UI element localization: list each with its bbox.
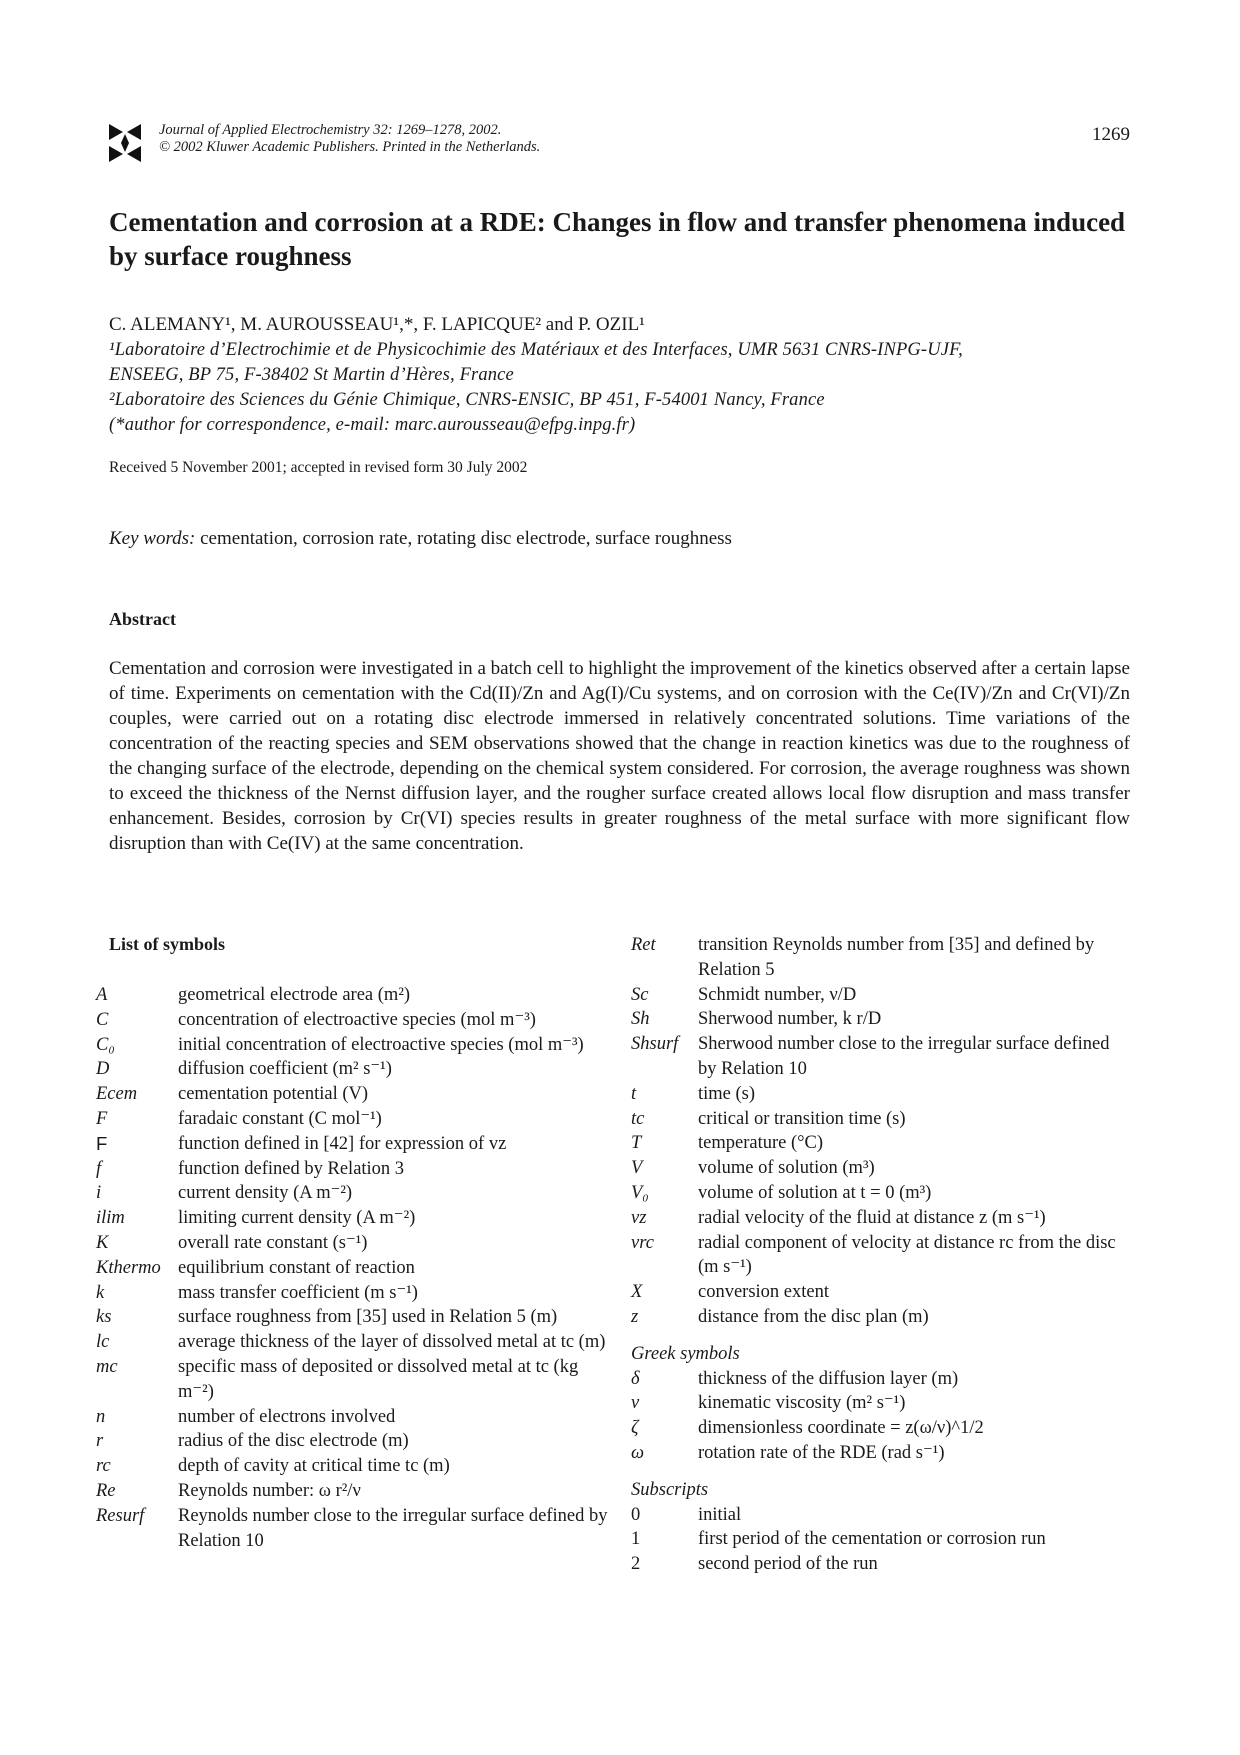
symbol-definition: equilibrium constant of reaction [178, 1257, 415, 1278]
symbol-row [96, 1479, 616, 1504]
symbol-definition: initial concentration of electroactive species (mol m⁻³) [178, 1034, 584, 1055]
symbol-definition: Schmidt number, ν/D [698, 984, 857, 1005]
symbol-row [96, 1231, 616, 1256]
symbol-row [96, 1132, 616, 1157]
symbol-definition: Reynolds number close to the irregular surface defined by Relation 10 [178, 1505, 608, 1551]
symbol-row [96, 1157, 616, 1182]
affiliation-line: ENSEEG, BP 75, F-38402 St Martin d’Hères, France [109, 365, 514, 385]
symbol-definition: Reynolds number: ω r²/ν [178, 1480, 361, 1501]
symbol-row [96, 1454, 616, 1479]
symbol-row [96, 1405, 616, 1430]
symbol-row [96, 1330, 616, 1355]
symbol: Ret [631, 935, 656, 955]
journal-line-1: Journal of Applied Electrochemistry 32: 1269–1278, 2002. [159, 122, 502, 138]
symbol: n [96, 1406, 106, 1427]
symbol: 2 [631, 1554, 641, 1575]
symbol-definition: mass transfer coefficient (m s⁻¹) [178, 1282, 418, 1303]
affiliation-line: ¹Laboratoire d’Electrochimie et de Physicochimie des Matériaux et des Interfaces, UMR 5631 CNRS-INPG-UJF, [109, 340, 963, 360]
symbol-definition: kinematic viscosity (m² s⁻¹) [698, 1393, 906, 1414]
publisher-logo-icon [107, 122, 143, 164]
symbol-row [631, 1367, 1131, 1392]
symbol-row [96, 1355, 616, 1405]
symbol-definition: thickness of the diffusion layer (m) [698, 1368, 959, 1389]
symbol-definition: number of electrons involved [178, 1406, 396, 1427]
symbol-row [96, 1033, 616, 1058]
keywords [109, 528, 732, 550]
affiliations [109, 338, 1139, 438]
symbol-row [96, 1281, 616, 1306]
symbol: lc [96, 1332, 110, 1353]
symbol-row [631, 1156, 1131, 1181]
symbol-definition: diffusion coefficient (m² s⁻¹) [178, 1059, 392, 1080]
symbol: Ecem [96, 1084, 138, 1105]
symbol-row [631, 1181, 1131, 1206]
symbol-definition: cementation potential (V) [178, 1084, 369, 1105]
received-dates: Received 5 November 2001; accepted in revised form 30 July 2002 [109, 459, 528, 476]
symbols-heading: List of symbols [109, 934, 226, 954]
symbol-definition: conversion extent [698, 1282, 829, 1303]
symbol-row [96, 1305, 616, 1330]
symbol-definition: function defined by Relation 3 [178, 1158, 405, 1179]
symbol-definition: function defined in [42] for expression of vz [178, 1133, 507, 1154]
symbol: ks [96, 1307, 112, 1328]
symbol-row [96, 983, 616, 1008]
symbol: 1 [631, 1529, 641, 1550]
symbol-row [631, 1107, 1131, 1132]
symbol: V₀ [631, 1182, 649, 1203]
symbol: ω [631, 1442, 645, 1463]
symbol-row [631, 983, 1131, 1008]
symbols-list-right [631, 933, 1131, 1577]
symbol-definition: volume of solution (m³) [698, 1158, 875, 1179]
paper-title: Cementation and corrosion at a RDE: Changes in flow and transfer phenomena induced by surface roughness [109, 207, 1126, 271]
symbol-row [96, 1107, 616, 1132]
symbol-definition: volume of solution at t = 0 (m³) [698, 1182, 932, 1203]
symbol: Shsurf [631, 1034, 679, 1055]
symbol-definition: limiting current density (A m⁻²) [178, 1208, 416, 1229]
symbol: r [96, 1431, 104, 1452]
symbol: ν [631, 1393, 640, 1414]
symbol-definition: radial velocity of the fluid at distance z (m s⁻¹) [698, 1207, 1046, 1228]
symbol-definition: Sherwood number close to the irregular surface defined by Relation 10 [698, 1034, 1110, 1079]
symbol-row [631, 1441, 1131, 1466]
symbol: D [96, 1059, 110, 1080]
symbol-definition: overall rate constant (s⁻¹) [178, 1232, 368, 1253]
symbol: X [631, 1282, 643, 1303]
symbol: Resurf [96, 1505, 145, 1526]
symbol-row [96, 1082, 616, 1107]
symbol: i [96, 1183, 102, 1204]
symbol: δ [631, 1368, 640, 1389]
keywords-text: cementation, corrosion rate, rotating disc electrode, surface roughness [200, 528, 732, 549]
symbol-row [631, 1552, 1131, 1577]
keywords-label: Key words: [109, 528, 196, 549]
journal-line-2: © 2002 Kluwer Academic Publishers. Printed in the Netherlands. [159, 139, 541, 155]
symbol: F [96, 1108, 108, 1129]
symbol-definition: distance from the disc plan (m) [698, 1306, 929, 1327]
symbol-definition: radius of the disc electrode (m) [178, 1431, 409, 1452]
symbol-row [96, 1181, 616, 1206]
journal-citation [159, 122, 540, 156]
symbol-row [631, 1082, 1131, 1107]
symbol-row [631, 1280, 1131, 1305]
symbol-definition: geometrical electrode area (m²) [178, 985, 411, 1005]
greek-symbols-heading: Greek symbols [631, 1343, 740, 1364]
symbol-definition: critical or transition time (s) [698, 1108, 906, 1129]
symbol-definition: dimensionless coordinate = z(ω/ν)^1/2 [698, 1418, 984, 1439]
symbol: k [96, 1282, 105, 1303]
symbol-definition: surface roughness from [35] used in Relation 5 (m) [178, 1307, 558, 1328]
symbol: K [96, 1232, 109, 1253]
page-number: 1269 [1092, 124, 1130, 145]
symbol-row [631, 1305, 1131, 1330]
symbol: rc [96, 1456, 111, 1477]
symbol: tc [631, 1108, 645, 1129]
symbol: f [96, 1158, 102, 1179]
symbol: A [96, 985, 108, 1005]
symbol: 0 [631, 1504, 641, 1525]
symbol-row [631, 1503, 1131, 1528]
symbol: ζ [631, 1418, 639, 1439]
symbol: t [631, 1083, 637, 1104]
symbol-definition: rotation rate of the RDE (rad s⁻¹) [698, 1442, 945, 1463]
symbol-definition: faradaic constant (C mol⁻¹) [178, 1108, 382, 1129]
symbol-row [631, 1527, 1131, 1552]
symbol: mc [96, 1356, 118, 1377]
symbol-definition: concentration of electroactive species (mol m⁻³) [178, 1009, 536, 1030]
author-list: C. ALEMANY¹, M. AUROUSSEAU¹,*, F. LAPICQUE² and P. OZIL¹ [109, 314, 645, 335]
symbol-row [631, 1032, 1131, 1082]
symbol: C₀ [96, 1034, 115, 1055]
symbol-row [631, 1206, 1131, 1231]
symbol: C [96, 1009, 109, 1030]
symbol-row [631, 1231, 1131, 1281]
symbol: z [631, 1306, 639, 1327]
symbol: Sh [631, 1009, 650, 1030]
symbol: V [631, 1158, 643, 1179]
symbol: vz [631, 1207, 647, 1228]
subscripts-heading: Subscripts [631, 1479, 709, 1500]
symbol-definition: current density (A m⁻²) [178, 1183, 353, 1204]
symbol: F [96, 1132, 108, 1154]
symbol-definition: initial [698, 1504, 742, 1525]
symbol: vrc [631, 1232, 654, 1253]
symbol-row [96, 1256, 616, 1281]
symbol-definition: average thickness of the layer of dissolved metal at tc (m) [178, 1332, 606, 1353]
symbol-row [631, 1391, 1131, 1416]
symbol-row [631, 1131, 1131, 1156]
symbol-definition: temperature (°C) [698, 1133, 824, 1154]
symbol-definition: Sherwood number, k r/D [698, 1009, 882, 1030]
symbol-definition: second period of the run [698, 1554, 878, 1575]
symbol-row [631, 1416, 1131, 1441]
symbol-definition: transition Reynolds number from [35] and defined by Relation 5 [698, 935, 1095, 980]
correspondence-line: (*author for correspondence, e-mail: marc.aurousseau@efpg.inpg.fr) [109, 415, 636, 435]
symbol-definition: radial component of velocity at distance rc from the disc (m s⁻¹) [698, 1232, 1116, 1278]
symbol-row [96, 1008, 616, 1033]
symbol-row [96, 1504, 616, 1554]
symbol: Kthermo [96, 1257, 161, 1278]
symbol: Sc [631, 984, 649, 1005]
symbol: ilim [96, 1208, 125, 1229]
symbol-definition: specific mass of deposited or dissolved metal at tc (kg m⁻²) [178, 1356, 579, 1402]
symbol-definition: time (s) [698, 1083, 756, 1104]
abstract-heading: Abstract [109, 609, 176, 629]
symbol: Re [96, 1480, 116, 1501]
symbol: T [631, 1133, 642, 1154]
affiliation-line: ²Laboratoire des Sciences du Génie Chimique, CNRS-ENSIC, BP 451, F-54001 Nancy, France [109, 390, 825, 410]
symbol-row [631, 933, 1131, 983]
symbol-row [631, 1007, 1131, 1032]
symbol-row [96, 1057, 616, 1082]
symbol-definition: depth of cavity at critical time tc (m) [178, 1456, 450, 1477]
symbol-row [96, 1206, 616, 1231]
symbols-list-left [96, 983, 616, 1553]
symbol-row [96, 1429, 616, 1454]
abstract-text: Cementation and corrosion were investigated in a batch cell to highlight the improvement of the kinetics observed after a certain lapse of time. Experiments on cementation with the Cd(II)/Zn and Ag(I)/Cu systems, and on corrosion with the Ce(IV)/Zn and Cr(VI)/Zn couples, were carried out on a rotating disc electrode immersed in relatively concentrated solutions. Time variations of the concentration of the reacting species and SEM observations showed that the change in reaction kinetics was due to the roughness of the changing surface of the electrode, depending on the chemical system considered. For corrosion, the average roughness was shown to exceed the thickness of the Nernst diffusion layer, and the rougher surface created allows local flow disruption and mass transfer enhancement. Besides, corrosion by Cr(VI) species results in greater roughness of the metal surface with more significant flow disruption than with Ce(IV) at the same concentration. [109, 658, 1130, 854]
symbol-definition: first period of the cementation or corrosion run [698, 1529, 1046, 1550]
